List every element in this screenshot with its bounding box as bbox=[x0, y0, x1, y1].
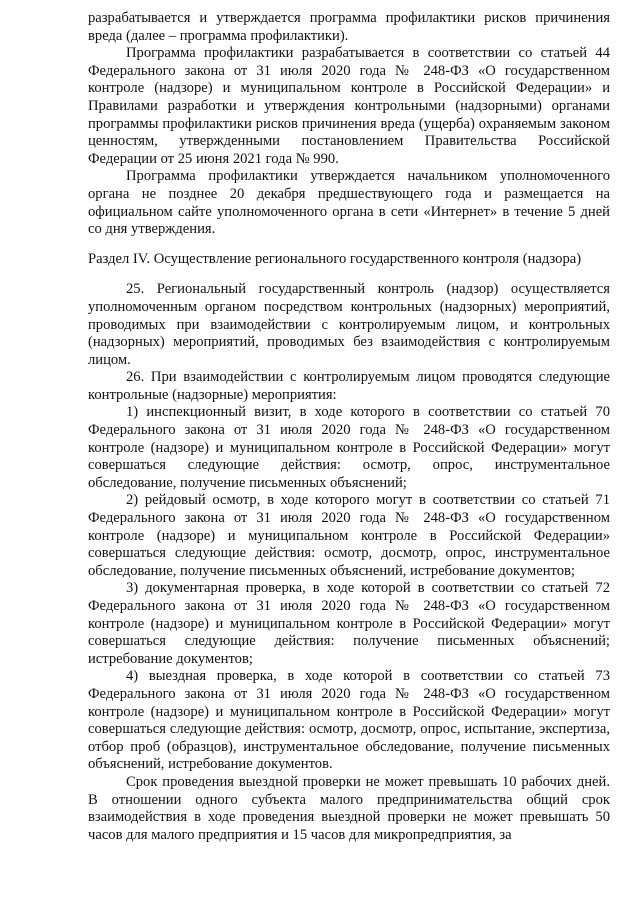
list-item: 1) инспекционный визит, в ходе которого в соответствии со статьей 70 Федерального закона от 31 июля 2020 года № 248-ФЗ «О государственном контроле (надзоре) и муниципальном контроле в Российской Федерации» могут совершаться следующие действия: осмотр, опрос, инструментальное обследование, получение письменных объяснений; bbox=[88, 404, 610, 491]
program-basis-paragraph: Программа профилактики разрабатывается в соответствии со статьей 44 Федерального закона от 31 июля 2020 года № 248-ФЗ «О государственном контроле (надзоре) и муниципальном контроле в Российской Федерации» и Правилами разработки и утверждения контрольными (надзорными) органами программы профилактики рисков причинения вреда (ущерба) охраняемым законом ценностям, утвержденными постановлением Правительства Российской Федерации от 25 июня 2021 года № 990. bbox=[88, 45, 610, 167]
clause-26-paragraph: 26. При взаимодействии с контролируемым лицом проводятся следующие контрольные (надзорные) мероприятия: bbox=[88, 369, 610, 403]
clause-25-paragraph: 25. Региональный государственный контроль (надзор) осуществляется уполномоченным органом посредством контрольных (надзорных) мероприятий, проводимых при взаимодействии с контролируемым лицом, и контрольных (надзорных) мероприятий, проводимых без взаимодействия с контролируемым лицом. bbox=[88, 281, 610, 368]
inspection-term-paragraph: Срок проведения выездной проверки не может превышать 10 рабочих дней. В отношении одного субъекта малого предпринимательства общий срок взаимодействия в ходе проведения выездной проверки не может превышать 50 часов для малого предприятия и 15 часов для микропредприятия, за bbox=[88, 773, 610, 843]
list-item: 3) документарная проверка, в ходе которой в соответствии со статьей 72 Федерального закона от 31 июля 2020 года № 248-ФЗ «О государственном контроле (надзоре) и муниципальном контроле в Российской Федерации» могут совершаться следующие действия: получение письменных объяснений; истребование документов; bbox=[88, 580, 610, 667]
intro-continuation-paragraph: разрабатывается и утверждается программа профилактики рисков причинения вреда (далее – программа профилактики). bbox=[88, 10, 610, 44]
list-item: 2) рейдовый осмотр, в ходе которого могут в соответствии со статьей 71 Федерального закона от 31 июля 2020 года № 248-ФЗ «О государственном контроле (надзоре) и муниципальном контроле в Российской Федерации» совершаться следующие действия: осмотр, досмотр, опрос, инструментальное обследование, получение письменных объяснений, истребование документов; bbox=[88, 492, 610, 579]
program-approval-paragraph: Программа профилактики утверждается начальником уполномоченного органа не позднее 20 декабря предшествующего года и размещается на официальном сайте уполномоченного органа в сети «Интернет» в течение 5 дней со дня утверждения. bbox=[88, 168, 610, 238]
section-heading: Раздел IV. Осуществление регионального государственного контроля (надзора) bbox=[88, 250, 582, 267]
list-item: 4) выездная проверка, в ходе которой в соответствии со статьей 73 Федерального закона от 31 июля 2020 года № 248-ФЗ «О государственном контроле (надзоре) и муниципальном контроле в Российской Федерации» могут совершаться следующие действия: осмотр, досмотр, опрос, испытание, экспертиза, отбор проб (образцов), инструментальное обследование, получение письменных объяснений, истребование документов. bbox=[88, 668, 610, 773]
document-page bbox=[88, 10, 610, 844]
